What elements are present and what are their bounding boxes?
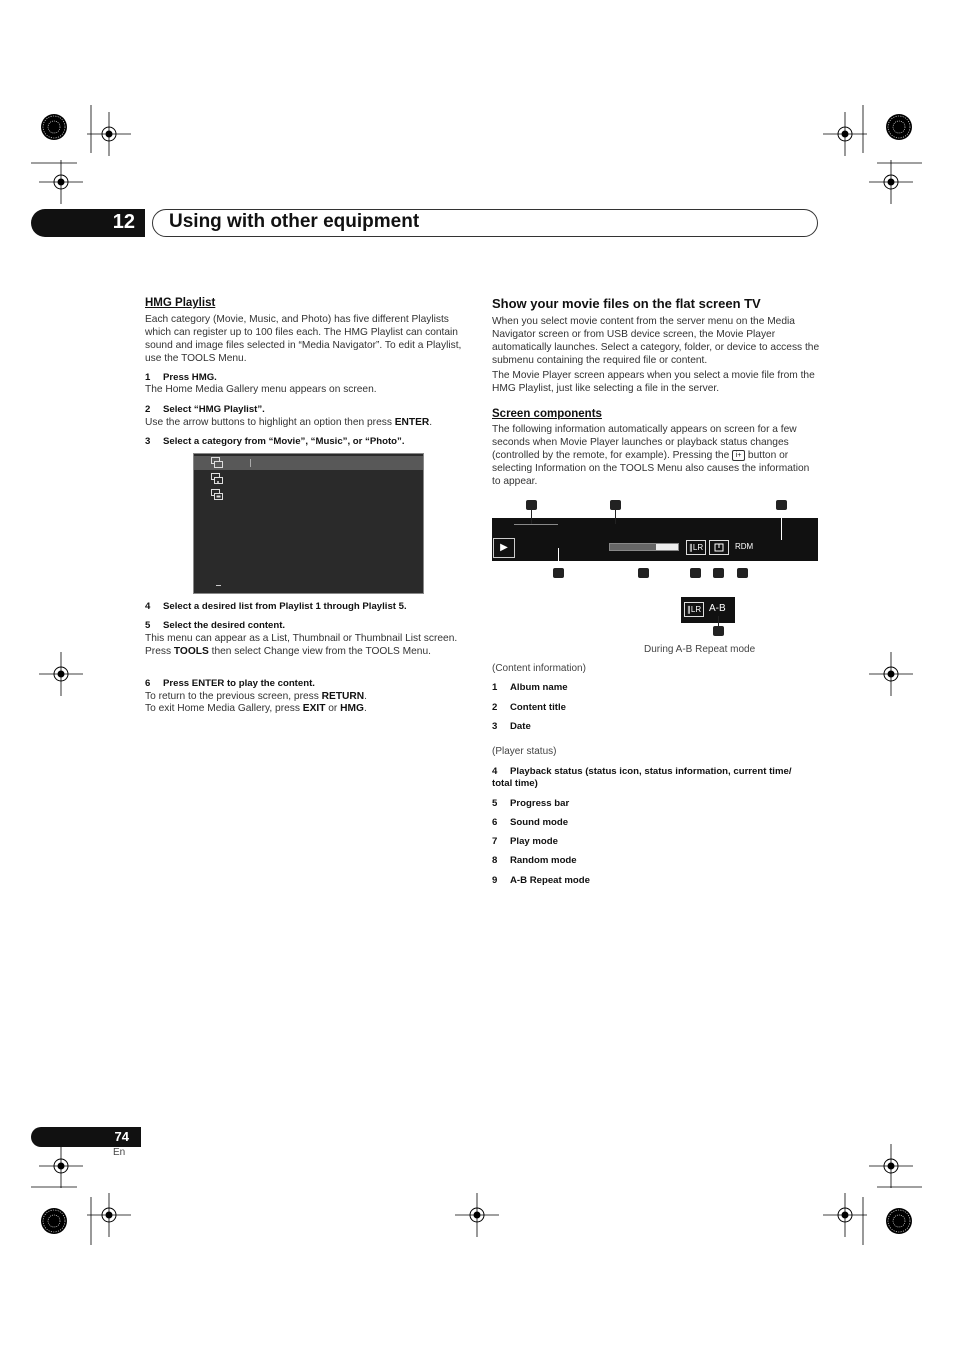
legend-item: 7 Play mode xyxy=(492,836,558,847)
hmg-playlist-intro: Each category (Movie, Music, and Photo) has five different Playlists which can register up to 100 files each. The HMG Playlist can contain sound and image files selected in “Media Navigator”. To edit a Playlist, use the TOOLS Menu. xyxy=(145,314,462,364)
progress-bar xyxy=(609,543,679,551)
hmg-playlist-screen xyxy=(193,453,424,594)
chapter-title: Using with other equipment xyxy=(169,211,420,232)
callout-leader xyxy=(718,616,719,626)
screen-components-para: The following information automatically appears on screen for a few seconds when Movie Player launches or playback status changes (controlled by the remote, for example). Pressing the i+ button or selecting Information on the TOOLS Menu also causes the information to appear. xyxy=(492,424,810,487)
step-1-title: 1 Press HMG. xyxy=(145,372,217,383)
playlist-scroll-indicator xyxy=(216,585,221,586)
step-6-title: 6 Press ENTER to play the content. xyxy=(145,678,315,689)
screen-components-heading: Screen components xyxy=(492,408,602,420)
playlist-row-photo[interactable] xyxy=(194,488,423,502)
photo-folder-icon xyxy=(211,489,223,500)
hmg-playlist-heading: HMG Playlist xyxy=(145,297,216,309)
legend-item: 6 Sound mode xyxy=(492,817,569,828)
callout-leader xyxy=(781,510,782,540)
legend-item: 3 Date xyxy=(492,721,531,732)
movie-files-para-1: When you select movie content from the server menu on the Media Navigator screen or from USB device screen, the Movie Player automatically launches. Select a category, folder, or device to access the submenu containing the required file or content. xyxy=(492,316,820,366)
chapter-number: 12 xyxy=(112,211,135,233)
callout-marker xyxy=(526,500,537,510)
music-folder-icon xyxy=(211,473,223,484)
ab-repeat-icon: A-B xyxy=(709,603,726,614)
movie-folder-icon xyxy=(211,457,223,468)
legend-item: 1 Album name xyxy=(492,682,568,693)
step-1-body: The Home Media Gallery menu appears on screen. xyxy=(145,384,377,395)
progress-bar-fill xyxy=(610,544,656,550)
callout-marker xyxy=(737,568,748,578)
callout-marker xyxy=(638,568,649,578)
movie-files-heading: Show your movie files on the flat screen TV xyxy=(492,296,761,311)
step-2-body: Use the arrow buttons to highlight an option then press ENTER. xyxy=(145,417,433,428)
page-number: 74 xyxy=(114,1129,129,1144)
callout-marker xyxy=(610,500,621,510)
ab-repeat-display xyxy=(681,597,735,623)
legend-item: 9 A-B Repeat mode xyxy=(492,875,590,886)
content-info-line xyxy=(514,524,558,525)
chapter-title-bar xyxy=(152,209,818,237)
legend-item: 2 Content title xyxy=(492,702,566,713)
play-status-icon: ▶ xyxy=(493,538,515,558)
step-2-title: 2 Select “HMG Playlist”. xyxy=(145,404,265,415)
legend-item: 5 Progress bar xyxy=(492,798,570,809)
step-4-title: 4 Select a desired list from Playlist 1 through Playlist 5. xyxy=(145,601,407,612)
language-code: En xyxy=(113,1147,126,1158)
callout-marker xyxy=(713,626,724,636)
playlist-divider xyxy=(250,459,251,467)
legend-item: 4 Playback status (status icon, status information, current time/ total time) xyxy=(492,766,792,789)
step-6-line-2: To exit Home Media Gallery, press EXIT or HMG. xyxy=(145,703,367,714)
step-5-title: 5 Select the desired content. xyxy=(145,620,286,631)
callout-marker xyxy=(690,568,701,578)
callout-marker xyxy=(776,500,787,510)
callout-marker xyxy=(713,568,724,578)
ab-repeat-caption: During A-B Repeat mode xyxy=(644,644,756,655)
callout-leader xyxy=(531,510,532,524)
player-status-group-label: (Player status) xyxy=(492,746,557,757)
sound-mode-icon: ∥LR xyxy=(684,602,704,617)
movie-files-para-2: The Movie Player screen appears when you select a movie file from the HMG Playlist, just like selecting a file in the server. xyxy=(492,370,815,394)
info-button-icon: i+ xyxy=(732,450,745,461)
random-mode-icon: RDM xyxy=(735,542,754,551)
content-info-group-label: (Content information) xyxy=(492,663,586,674)
playlist-row-music[interactable] xyxy=(194,472,423,486)
legend-item: 8 Random mode xyxy=(492,855,577,866)
playlist-row-movie[interactable] xyxy=(194,456,423,470)
callout-marker xyxy=(553,568,564,578)
play-mode-icon xyxy=(709,540,729,555)
callout-leader xyxy=(615,510,616,524)
callout-leader xyxy=(558,548,559,568)
page-number-badge xyxy=(31,1127,141,1147)
step-5-body: This menu can appear as a List, Thumbnail or Thumbnail List screen. Press TOOLS then select Change view from the TOOLS Menu. xyxy=(145,633,458,657)
movie-player-info-bar xyxy=(492,518,818,561)
sound-mode-icon: ∥LR xyxy=(686,540,706,555)
chapter-number-badge xyxy=(31,209,145,237)
step-3-title: 3 Select a category from “Movie”, “Music”, or “Photo”. xyxy=(145,436,405,447)
step-6-line-1: To return to the previous screen, press RETURN. xyxy=(145,691,367,702)
